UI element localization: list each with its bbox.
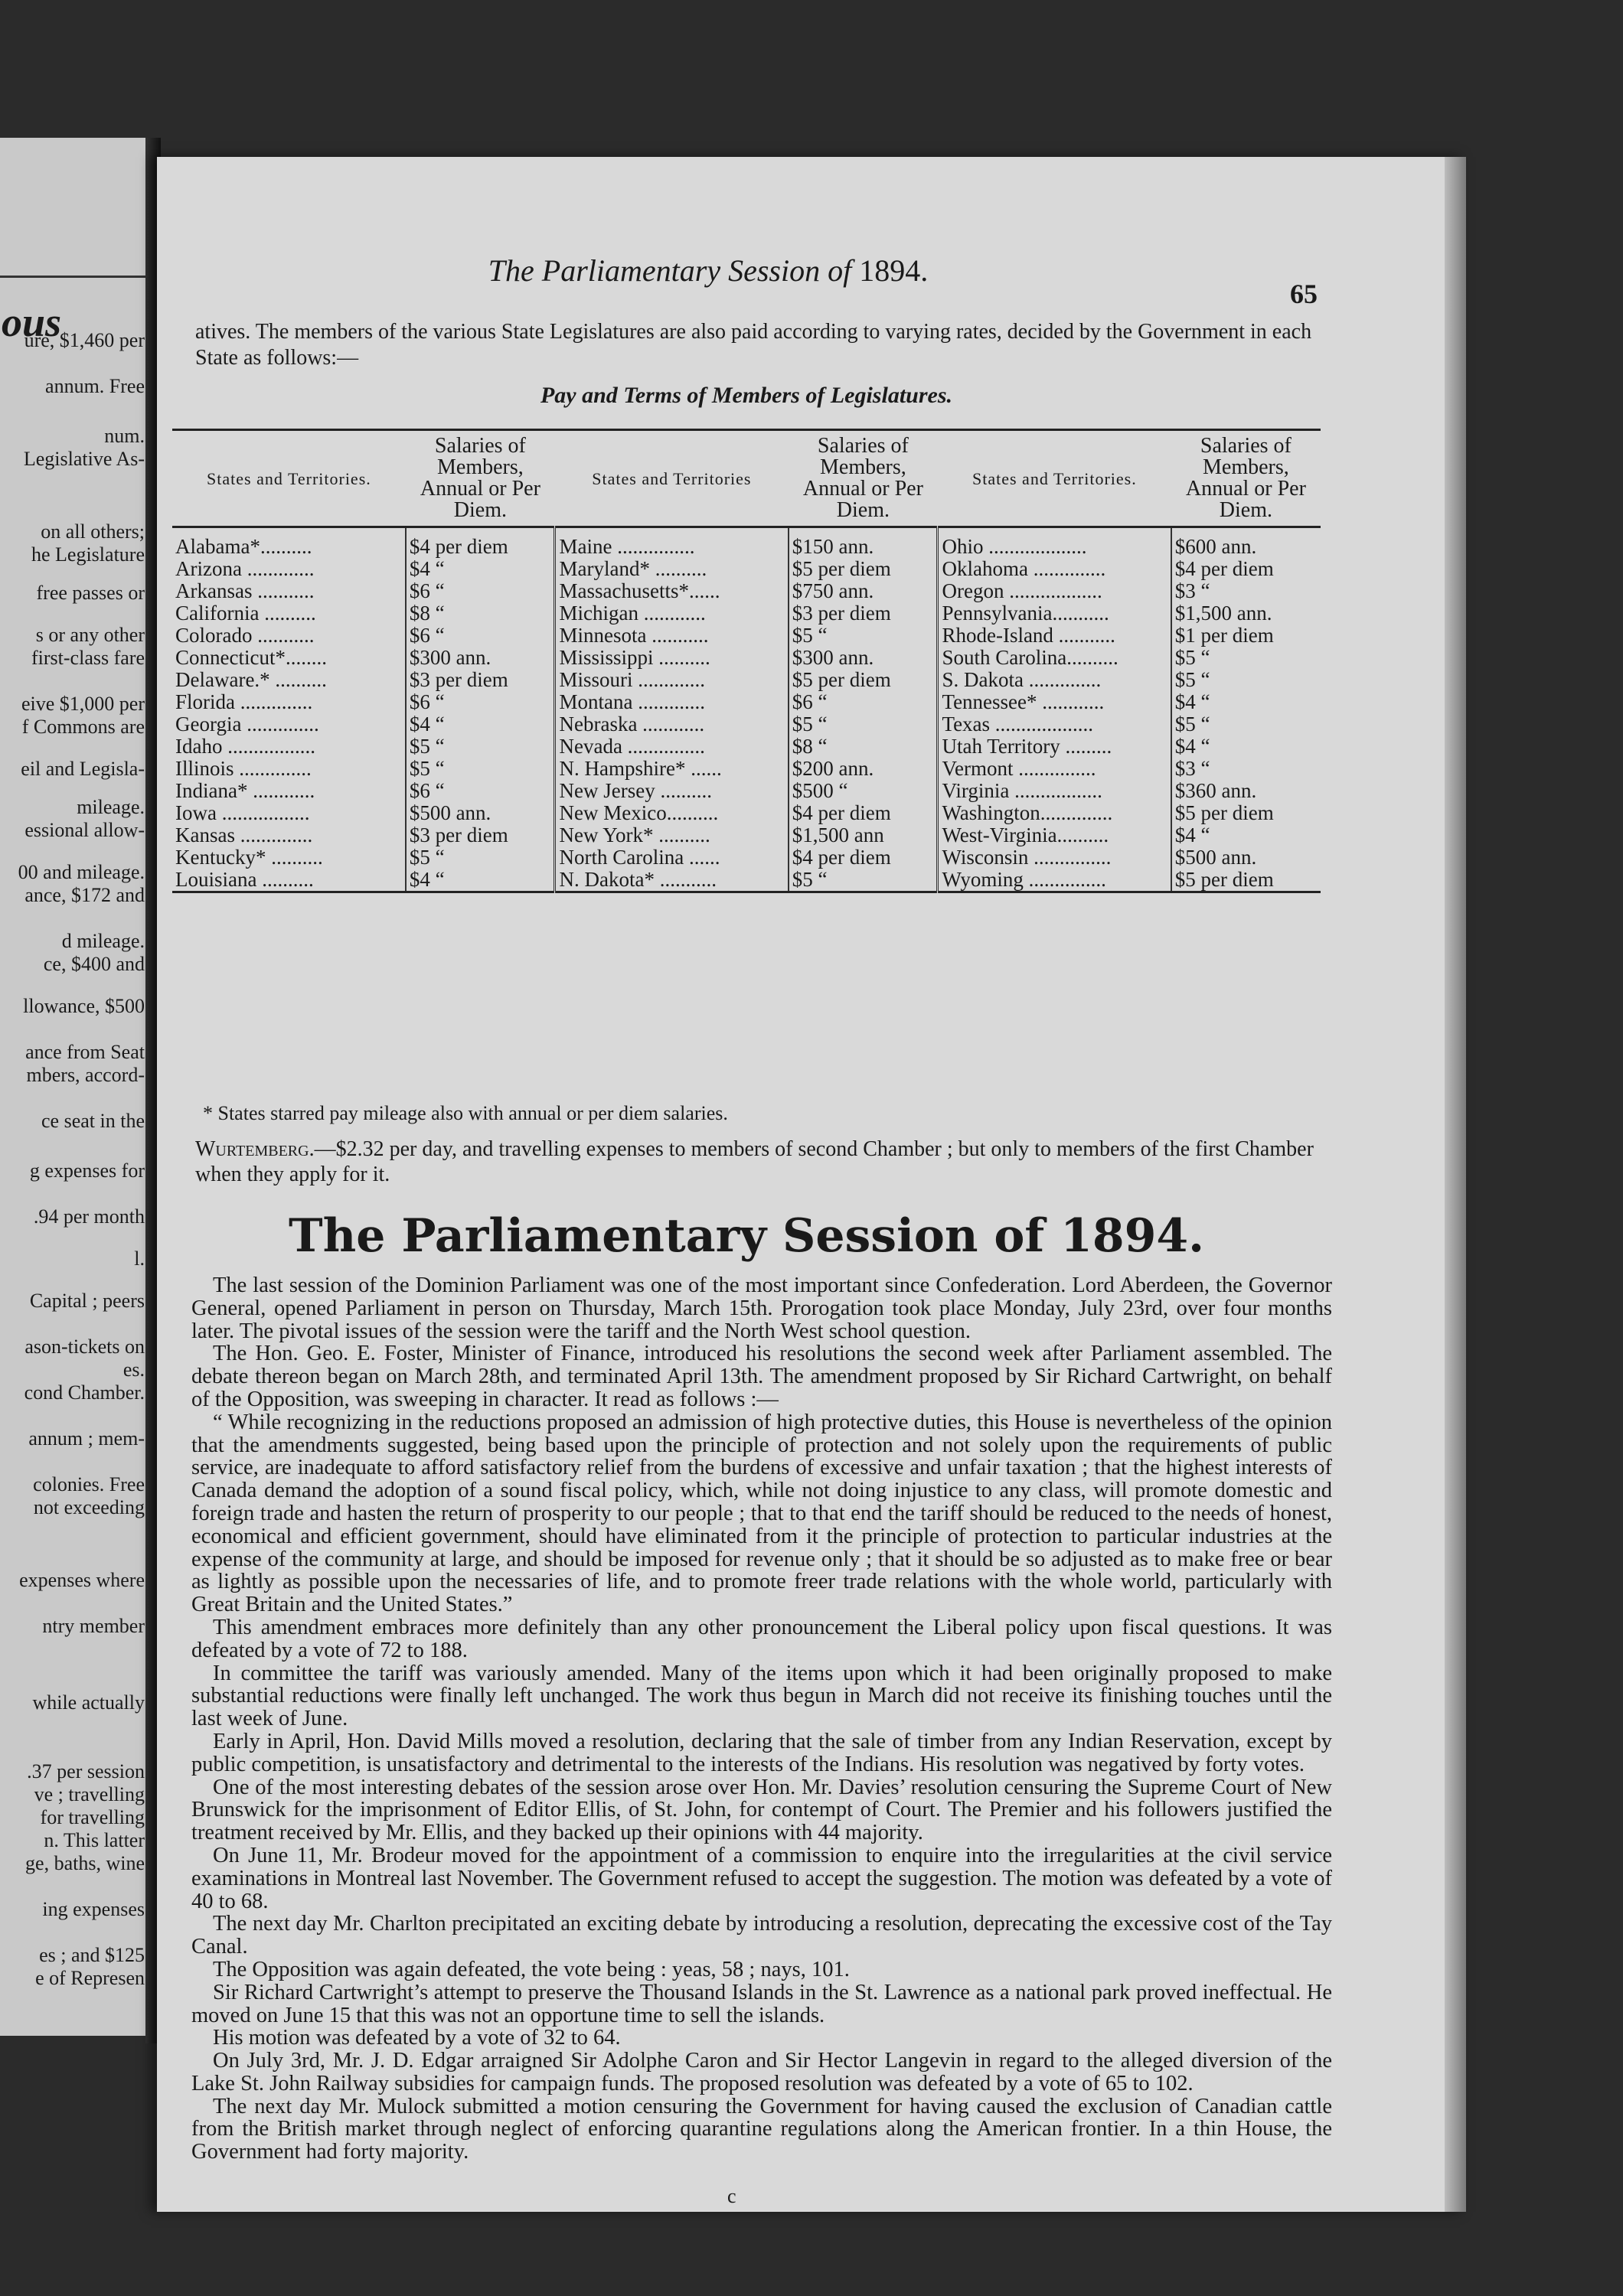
running-head	[157, 253, 1259, 289]
table-body	[172, 527, 1321, 892]
col-header-salaries-2: Salaries of Members, Annual or Per Diem.	[789, 430, 938, 527]
state-name-cell: Montana .............	[559, 690, 705, 713]
left-page-fragment: ve ; travelling	[34, 1783, 145, 1805]
col-header-salaries-1: Salaries of Members, Annual or Per Diem.	[406, 430, 555, 527]
section-title: The Parliamentary Session of 1894.	[288, 1209, 1204, 1263]
salary-cell: $6 “	[406, 625, 555, 647]
salary-cell: $500 “	[789, 780, 938, 802]
left-page-fragment: eil and Legisla-	[21, 758, 145, 780]
article-paragraph: One of the most interesting debates of the session arose over Hon. Mr. Davies’ resolution censuring the Supreme Court of New Brunswick for the imprisonment of Editor Ellis, of St. John, for contempt of Court. The Premier and his followers justified the treatment received by Mr. Ellis, and they backed up their opinions with 44 majority.	[191, 1775, 1332, 1845]
state-name-cell: Kansas ..............	[175, 823, 313, 846]
table-row	[172, 580, 1321, 602]
left-page-fragment: not exceeding	[33, 1496, 145, 1518]
previous-page-fragment	[0, 138, 154, 2036]
article-paragraph: The next day Mr. Mulock submitted a motion censuring the Government for having caused the exclusion of Canadian cattle from the British market through neglect of enforcing quarantine regulations along the American frontier. In a thin House, the Government had forty majority.	[191, 2094, 1332, 2164]
salary-cell: $4 “	[1171, 735, 1321, 758]
salary-cell: $5 “	[406, 735, 555, 758]
state-name-cell: Rhode-Island ...........	[942, 624, 1115, 647]
article-paragraph: In committee the tariff was variously amended. Many of the items upon which it had been originally proposed to make substantial reductions were finally left unchanged. The work thus begun in March did not receive its finishing touches until the last week of June.	[191, 1661, 1332, 1731]
state-name-cell: Maryland* ..........	[559, 557, 707, 580]
col-header-states-2: States and Territories	[555, 430, 789, 527]
left-page-fragment: while actually	[32, 1691, 145, 1714]
salary-cell: $750 ann.	[789, 580, 938, 602]
table-row	[172, 602, 1321, 625]
salary-cell: $1 per diem	[1171, 625, 1321, 647]
salary-cell: $5 per diem	[1171, 802, 1321, 824]
salary-cell: $4 “	[406, 558, 555, 580]
article-paragraph: On June 11, Mr. Brodeur moved for the appointment of a commission to enquire into the irregularities at the civil service examinations in Montreal last November. The Government refused to accept the suggestion. The motion was defeated by a vote of 40 to 68.	[191, 1843, 1332, 1913]
col-header-states-1: States and Territories.	[172, 430, 406, 527]
state-name-cell: Delaware.* ..........	[175, 668, 327, 691]
left-page-fragment: ge, baths, wine	[25, 1852, 145, 1874]
state-name-cell: Indiana* ............	[175, 779, 315, 802]
signature-mark: c	[727, 2185, 736, 2207]
state-name-cell: Massachusetts*......	[559, 579, 720, 602]
state-name-cell: Missouri .............	[559, 668, 706, 691]
left-page-fragment: annum. Free	[45, 375, 145, 397]
left-page-fragment: l.	[134, 1247, 145, 1270]
left-page-fragment: es.	[122, 1358, 145, 1381]
salary-cell: $6 “	[406, 580, 555, 602]
left-page-fragment: .94 per month	[33, 1205, 145, 1228]
left-page-fragment: first-class fare	[31, 647, 145, 669]
article-paragraph: “ While recognizing in the reductions proposed an admission of high protective duties, this House is nevertheless of the opinion that the amendments suggested, being based upon the principle of protection and not solely upon the requirements of public service, are inadequate to afford satisfactory relief from the burdens of excessive and unfair taxation ; that the highest interests of Canada demand the adoption of a sound fiscal policy, which, while not doing injustice to any class, will promote domestic and foreign trade and hasten the return of prosperity to our people ; that to that end the tariff should be reduced to the needs of honest, economical and efficient government, should have eliminated from it the principle of protection to particular industries at the expense of the community at large, and should be imposed for revenue only ; that it should be so adjusted as to make free or bear as lightly as possible upon the necessaries of life, and to promote freer trade relations with the whole world, particularly with Great Britain and the United States.”	[191, 1410, 1332, 1617]
wurtemberg-text: —$2.32 per day, and travelling expenses to members of second Chamber ; but only to members of the first Chamber when they apply for it.	[195, 1137, 1314, 1186]
salary-cell: $8 “	[406, 602, 555, 625]
article-paragraph: On July 3rd, Mr. J. D. Edgar arraigned Sir Adolphe Caron and Sir Hector Langevin in regard to the alleged diversion of the Lake St. John Railway subsidies for campaign funds. The proposed resolution was defeated by a vote of 65 to 102.	[191, 2049, 1332, 2095]
left-page-fragment: n. This latter	[44, 1829, 145, 1851]
wurtemberg-paragraph	[195, 1137, 1328, 1187]
state-name-cell: N. Dakota* ...........	[555, 869, 789, 892]
salary-cell: $3 per diem	[406, 824, 555, 846]
page-edge	[1445, 157, 1466, 2212]
left-page-fragment: Legislative As-	[23, 448, 145, 470]
col-header-states-3: States and Territories.	[938, 430, 1171, 527]
salary-cell: $3 per diem	[406, 669, 555, 691]
state-name-cell: Nevada ...............	[559, 735, 705, 758]
salary-cell: $5 “	[1171, 713, 1321, 735]
left-page-fragment: 00 and mileage.	[18, 861, 145, 883]
state-name-cell: Colorado ...........	[175, 624, 315, 647]
salary-cell: $1,500 ann.	[1171, 602, 1321, 625]
salary-cell: $300 ann.	[406, 647, 555, 669]
salary-cell: $4 per diem	[1171, 558, 1321, 580]
table-row	[172, 780, 1321, 802]
left-page-fragment: ance, $172 and	[24, 884, 145, 906]
salary-cell: $5 “	[789, 713, 938, 735]
salary-cell: $4 per diem	[406, 527, 555, 559]
col-header-salaries-3: Salaries of Members, Annual or Per Diem.	[1171, 430, 1321, 527]
state-name-cell: Idaho .................	[175, 735, 315, 758]
article-paragraph: Sir Richard Cartwright’s attempt to preserve the Thousand Islands in the St. Lawrence as a national park proved ineffectual. He moved on June 15 that this was not an opportune time to sell the islands.	[191, 1980, 1332, 2027]
table-row	[172, 824, 1321, 846]
table-row	[172, 802, 1321, 824]
state-name-cell: Wyoming ...............	[938, 869, 1171, 892]
left-page-fragment: ntry member	[42, 1615, 145, 1637]
salary-cell: $6 “	[789, 691, 938, 713]
table-row	[172, 846, 1321, 869]
state-name-cell: N. Hampshire* ......	[559, 757, 722, 780]
state-name-cell: Pennsylvania...........	[942, 602, 1109, 625]
article-paragraph: Early in April, Hon. David Mills moved a resolution, declaring that the sale of timber from any Indian Reservation, except by public competition, is unsatisfactory and detrimental to the interests of the Indians. His resolution was negatived by forty votes.	[191, 1729, 1332, 1776]
salary-cell: $4 “	[406, 869, 555, 892]
state-name-cell: Texas ...................	[942, 713, 1094, 735]
article-paragraph: This amendment embraces more definitely than any other pronouncement the Liberal policy upon fiscal questions. It was defeated by a vote of 72 to 188.	[191, 1615, 1332, 1662]
left-page-fragment: ance from Seat	[25, 1041, 145, 1063]
article-paragraph: His motion was defeated by a vote of 32 to 64.	[213, 2026, 621, 2050]
state-name-cell: Kentucky* ..........	[175, 846, 323, 869]
salary-cell: $3 per diem	[789, 602, 938, 625]
intro-paragraph: atives. The members of the various State Legislatures are also paid according to varying rates, decided by the Government in each State as follows:—	[195, 320, 1312, 370]
table-row	[172, 691, 1321, 713]
salary-cell: $6 “	[406, 780, 555, 802]
article-paragraph: The next day Mr. Charlton precipitated an exciting debate by introducing a resolution, deprecating the excessive cost of the Tay Canal.	[191, 1912, 1332, 1959]
salary-cell: $1,500 ann	[789, 824, 938, 846]
left-page-fragment: Capital ; peers	[29, 1290, 145, 1312]
state-name-cell: Iowa .................	[175, 801, 310, 824]
left-page-fragment: ure, $1,460 per	[24, 329, 145, 351]
state-name-cell: Wisconsin ...............	[942, 846, 1112, 869]
state-name-cell: Arizona .............	[175, 557, 315, 580]
left-page-fragment: llowance, $500	[23, 995, 145, 1017]
left-page-fragment: s or any other	[35, 624, 145, 646]
table-header-row	[172, 430, 1321, 527]
state-name-cell: Washington..............	[942, 801, 1113, 824]
state-name-cell: New Mexico..........	[559, 801, 719, 824]
state-name-cell: Oregon ..................	[942, 579, 1102, 602]
left-page-fragment: for travelling	[40, 1806, 145, 1828]
table-row	[172, 758, 1321, 780]
left-page-rule	[0, 276, 145, 278]
running-head-year: 1894.	[859, 253, 929, 288]
salary-cell: $5 “	[789, 625, 938, 647]
salary-cell: $3 “	[1171, 580, 1321, 602]
left-page-fragment: expenses where	[19, 1569, 145, 1591]
state-name-cell: West-Virginia..........	[942, 823, 1109, 846]
table-row	[172, 625, 1321, 647]
left-page-fragment: ason-tickets on	[24, 1336, 145, 1358]
left-page-fragment: ing expenses	[42, 1898, 145, 1920]
wurtemberg-lead: Wurtemberg.	[195, 1137, 315, 1161]
left-page-fragment: he Legislature	[31, 543, 145, 566]
salary-cell: $4 “	[1171, 824, 1321, 846]
state-name-cell: Virginia .................	[942, 779, 1102, 802]
salary-cell: $150 ann.	[789, 527, 938, 559]
salary-cell: $5 per diem	[1171, 869, 1321, 892]
salary-cell: $3 “	[1171, 758, 1321, 780]
salary-cell: $4 per diem	[789, 846, 938, 869]
state-name-cell: California ..........	[175, 602, 316, 625]
salary-cell: $6 “	[406, 691, 555, 713]
left-page-fragment: on all others;	[41, 520, 145, 543]
article-paragraph: The Opposition was again defeated, the vote being : yeas, 58 ; nays, 101.	[213, 1957, 850, 1981]
left-page-fragment: free passes or	[36, 582, 145, 604]
left-page-fragment: eive $1,000 per	[21, 693, 145, 715]
left-page-fragment: mileage.	[77, 796, 145, 818]
table-title: Pay and Terms of Members of Legislatures.	[540, 383, 953, 408]
salary-cell: $5 “	[406, 846, 555, 869]
left-page-fragment: ce, $400 and	[43, 953, 145, 975]
left-page-fragment: ce seat in the	[41, 1110, 145, 1132]
state-name-cell: North Carolina ......	[559, 846, 720, 869]
salary-cell: $5 “	[1171, 669, 1321, 691]
left-page-fragment: .37 per session	[27, 1760, 145, 1782]
table-row	[172, 527, 1321, 559]
state-name-cell: Illinois ..............	[175, 757, 312, 780]
state-name-cell: Michigan ............	[559, 602, 706, 625]
running-head-text: The Parliamentary Session of	[488, 253, 852, 288]
state-name-cell: Georgia ..............	[175, 713, 319, 735]
table-row	[172, 869, 1321, 892]
state-name-cell: Ohio ...................	[942, 535, 1087, 558]
state-name-cell: South Carolina..........	[942, 646, 1118, 669]
table-footnote: * States starred pay mileage also with annual or per diem salaries.	[203, 1102, 728, 1124]
state-name-cell: Florida ..............	[175, 690, 313, 713]
left-page-fragment: essional allow-	[24, 819, 145, 841]
state-name-cell: New York* ..........	[559, 823, 710, 846]
salary-cell: $5 “	[789, 869, 938, 892]
left-page-fragment: num.	[104, 425, 145, 447]
table-row	[172, 558, 1321, 580]
left-page-heading: ous	[2, 299, 62, 345]
salary-cell: $5 per diem	[789, 558, 938, 580]
salary-cell: $300 ann.	[789, 647, 938, 669]
salary-cell: $500 ann.	[406, 802, 555, 824]
state-name-cell: Mississippi ..........	[559, 646, 710, 669]
salary-cell: $4 “	[406, 713, 555, 735]
page-number: 65	[1290, 279, 1318, 309]
state-name-cell: Nebraska ............	[559, 713, 705, 735]
left-page-fragment: colonies. Free	[33, 1473, 145, 1495]
salary-cell: $600 ann.	[1171, 527, 1321, 559]
state-name-cell: Oklahoma ..............	[942, 557, 1106, 580]
left-page-fragment: es ; and $125	[39, 1944, 145, 1966]
page-65	[157, 157, 1466, 2212]
table-row	[172, 713, 1321, 735]
salary-cell: $200 ann.	[789, 758, 938, 780]
left-page-fragment: f Commons are	[21, 716, 145, 738]
article-paragraph: The Hon. Geo. E. Foster, Minister of Finance, introduced his resolutions the second week after Parliament assembled. The debate thereon began on March 28th, and terminated April 13th. The amendment proposed by Sir Richard Cartwright, on behalf of the Opposition, was sweeping in character. It read as follows :—	[191, 1342, 1332, 1411]
left-page-fragment: annum ; mem-	[28, 1427, 145, 1450]
salary-cell: $4 per diem	[789, 802, 938, 824]
article-paragraph: The last session of the Dominion Parliament was one of the most important since Confederation. Lord Aberdeen, the Governor General, opened Parliament in person on Thursday, March 15th. Prorogation took place Monday, July 23rd, over four months later. The pivotal issues of the session were the tariff and the North West school question.	[191, 1274, 1332, 1343]
legislature-pay-table	[172, 429, 1321, 893]
salary-cell: $8 “	[789, 735, 938, 758]
state-name-cell: Connecticut*........	[175, 646, 327, 669]
left-page-fragment: e of Represen	[35, 1967, 145, 1989]
state-name-cell: Arkansas ...........	[175, 579, 315, 602]
state-name-cell: Vermont ...............	[942, 757, 1096, 780]
state-name-cell: Utah Territory .........	[942, 735, 1112, 758]
left-page-fragment: d mileage.	[61, 930, 145, 952]
state-name-cell: New Jersey ..........	[559, 779, 712, 802]
state-name-cell: Alabama*..........	[175, 535, 312, 558]
salary-cell: $360 ann.	[1171, 780, 1321, 802]
state-name-cell: Louisiana ..........	[172, 869, 406, 892]
left-page-fragment: g expenses for	[29, 1159, 145, 1182]
left-page-fragment: mbers, accord-	[26, 1064, 145, 1086]
salary-cell: $500 ann.	[1171, 846, 1321, 869]
table-row	[172, 647, 1321, 669]
table-row	[172, 735, 1321, 758]
salary-cell: $5 “	[406, 758, 555, 780]
state-name-cell: Tennessee* ............	[942, 690, 1105, 713]
salary-cell: $5 per diem	[789, 669, 938, 691]
state-name-cell: S. Dakota ..............	[942, 668, 1102, 691]
salary-cell: $5 “	[1171, 647, 1321, 669]
state-name-cell: Minnesota ...........	[559, 624, 709, 647]
left-page-fragment: cond Chamber.	[24, 1381, 145, 1404]
state-name-cell: Maine ...............	[559, 535, 695, 558]
salary-cell: $4 “	[1171, 691, 1321, 713]
article-body	[191, 1274, 1332, 2164]
table-row	[172, 669, 1321, 691]
